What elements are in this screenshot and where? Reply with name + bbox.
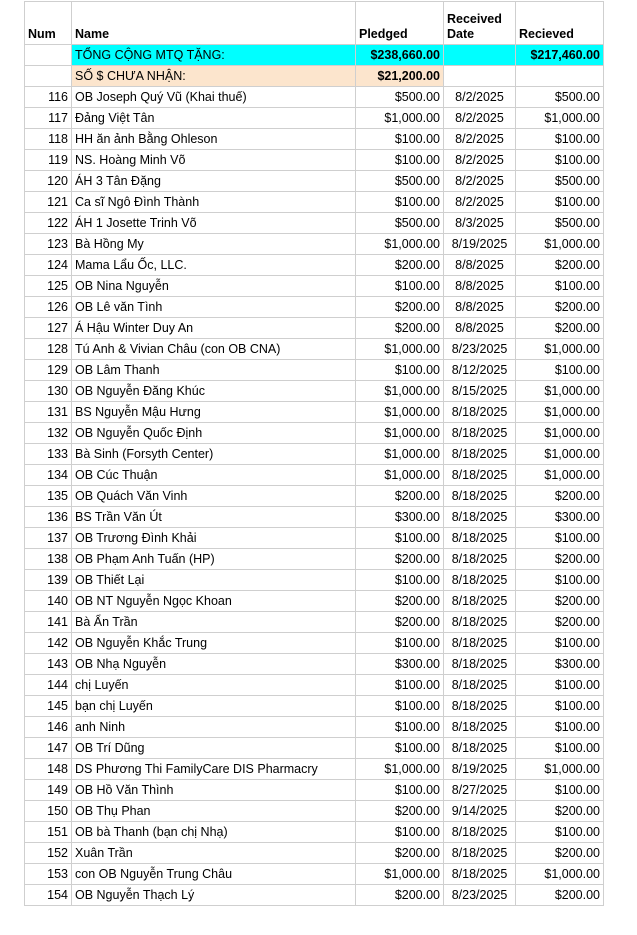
cell-pledged[interactable]: $100.00 — [356, 528, 444, 549]
cell-pledged[interactable]: $1,000.00 — [356, 108, 444, 129]
cell-received-date[interactable]: 8/18/2025 — [444, 402, 516, 423]
cell-num[interactable]: 121 — [25, 192, 72, 213]
cell-received[interactable]: $100.00 — [516, 528, 604, 549]
cell-received[interactable]: $500.00 — [516, 213, 604, 234]
cell-num[interactable]: 135 — [25, 486, 72, 507]
cell-received-date[interactable]: 8/18/2025 — [444, 591, 516, 612]
cell-name[interactable]: con OB Nguyễn Trung Châu — [72, 864, 356, 885]
cell-name[interactable]: OB bà Thanh (bạn chị Nhạ) — [72, 822, 356, 843]
cell-received[interactable]: $300.00 — [516, 654, 604, 675]
cell-received-date[interactable]: 8/18/2025 — [444, 570, 516, 591]
cell-received-date[interactable]: 8/3/2025 — [444, 213, 516, 234]
cell-num[interactable]: 118 — [25, 129, 72, 150]
cell-num[interactable]: 152 — [25, 843, 72, 864]
cell-pledged[interactable]: $200.00 — [356, 801, 444, 822]
cell-name[interactable]: OB Nguyễn Thạch Lý — [72, 885, 356, 906]
cell-num[interactable]: 125 — [25, 276, 72, 297]
cell-received[interactable]: $100.00 — [516, 192, 604, 213]
cell-received-date[interactable]: 8/2/2025 — [444, 87, 516, 108]
cell-received[interactable]: $200.00 — [516, 297, 604, 318]
table-row — [25, 549, 604, 570]
table-row — [25, 297, 604, 318]
cell-received-date[interactable]: 9/14/2025 — [444, 801, 516, 822]
table-row — [25, 192, 604, 213]
cell-received-date[interactable]: 8/18/2025 — [444, 444, 516, 465]
cell-name[interactable]: OB Cúc Thuận — [72, 465, 356, 486]
table-row — [25, 486, 604, 507]
cell-num[interactable]: 153 — [25, 864, 72, 885]
cell-num[interactable]: 123 — [25, 234, 72, 255]
cell-received[interactable]: $200.00 — [516, 801, 604, 822]
cell-received-date[interactable]: 8/8/2025 — [444, 297, 516, 318]
cell-received[interactable]: $200.00 — [516, 591, 604, 612]
cell-name[interactable]: ÁH 1 Josette Trinh Võ — [72, 213, 356, 234]
cell-pledged[interactable]: $100.00 — [356, 696, 444, 717]
cell-name[interactable]: chị Luyến — [72, 675, 356, 696]
cell-pledged[interactable]: $100.00 — [356, 780, 444, 801]
cell-name[interactable]: BS Trần Văn Út — [72, 507, 356, 528]
cell-received[interactable]: $1,000.00 — [516, 864, 604, 885]
cell-num[interactable]: 140 — [25, 591, 72, 612]
cell-pledged[interactable]: $1,000.00 — [356, 423, 444, 444]
cell-pledged[interactable]: $100.00 — [356, 570, 444, 591]
cell-received[interactable]: $300.00 — [516, 507, 604, 528]
cell-received[interactable]: $1,000.00 — [516, 465, 604, 486]
table-row — [25, 780, 604, 801]
cell-received[interactable]: $1,000.00 — [516, 444, 604, 465]
cell-num[interactable]: 117 — [25, 108, 72, 129]
cell-received-date[interactable]: 8/8/2025 — [444, 276, 516, 297]
cell-name[interactable]: OB Nguyễn Khắc Trung — [72, 633, 356, 654]
cell-received-date[interactable]: 8/2/2025 — [444, 192, 516, 213]
table-row — [25, 444, 604, 465]
table-row — [25, 360, 604, 381]
cell-received[interactable]: $100.00 — [516, 150, 604, 171]
cell-received-date[interactable]: 8/2/2025 — [444, 129, 516, 150]
cell-received[interactable]: $100.00 — [516, 822, 604, 843]
outstanding-received-cell[interactable] — [516, 66, 604, 87]
cell-received-date[interactable]: 8/27/2025 — [444, 780, 516, 801]
cell-received-date[interactable]: 8/18/2025 — [444, 423, 516, 444]
cell-pledged[interactable]: $1,000.00 — [356, 234, 444, 255]
table-row — [25, 276, 604, 297]
cell-name[interactable]: OB Lâm Thanh — [72, 360, 356, 381]
cell-received[interactable]: $200.00 — [516, 843, 604, 864]
total-row — [25, 45, 604, 66]
cell-num[interactable]: 148 — [25, 759, 72, 780]
cell-received-date[interactable]: 8/18/2025 — [444, 612, 516, 633]
cell-name[interactable]: OB Hồ Văn Thình — [72, 780, 356, 801]
table-row — [25, 675, 604, 696]
outstanding-num-cell[interactable] — [25, 66, 72, 87]
cell-received[interactable]: $200.00 — [516, 885, 604, 906]
cell-name[interactable]: Bà Sinh (Forsyth Center) — [72, 444, 356, 465]
cell-num[interactable]: 144 — [25, 675, 72, 696]
cell-pledged[interactable]: $500.00 — [356, 213, 444, 234]
cell-received-date[interactable]: 8/19/2025 — [444, 759, 516, 780]
cell-pledged[interactable]: $200.00 — [356, 255, 444, 276]
cell-received[interactable]: $200.00 — [516, 612, 604, 633]
header-received-date-line2: Date — [447, 27, 475, 41]
cell-received-date[interactable]: 8/23/2025 — [444, 339, 516, 360]
cell-num[interactable]: 131 — [25, 402, 72, 423]
cell-num[interactable]: 136 — [25, 507, 72, 528]
cell-num[interactable]: 147 — [25, 738, 72, 759]
table-row — [25, 528, 604, 549]
cell-pledged[interactable]: $1,000.00 — [356, 465, 444, 486]
table-row — [25, 885, 604, 906]
cell-received-date[interactable]: 8/18/2025 — [444, 654, 516, 675]
donation-table — [24, 1, 604, 906]
header-recieved[interactable]: Recieved — [516, 2, 604, 45]
cell-received-date[interactable]: 8/15/2025 — [444, 381, 516, 402]
cell-name[interactable]: OB NT Nguyễn Ngọc Khoan — [72, 591, 356, 612]
cell-pledged[interactable]: $200.00 — [356, 318, 444, 339]
cell-received[interactable]: $200.00 — [516, 255, 604, 276]
cell-pledged[interactable]: $300.00 — [356, 654, 444, 675]
cell-received-date[interactable]: 8/8/2025 — [444, 255, 516, 276]
cell-name[interactable]: anh Ninh — [72, 717, 356, 738]
cell-received[interactable]: $1,000.00 — [516, 234, 604, 255]
cell-pledged[interactable]: $1,000.00 — [356, 339, 444, 360]
cell-received-date[interactable]: 8/18/2025 — [444, 738, 516, 759]
table-row — [25, 717, 604, 738]
cell-name[interactable]: bạn chị Luyến — [72, 696, 356, 717]
table-row — [25, 108, 604, 129]
cell-pledged[interactable]: $200.00 — [356, 843, 444, 864]
total-received[interactable]: $217,460.00 — [516, 45, 604, 66]
cell-received-date[interactable]: 8/18/2025 — [444, 486, 516, 507]
cell-received[interactable]: $100.00 — [516, 276, 604, 297]
cell-received[interactable]: $1,000.00 — [516, 759, 604, 780]
table-row — [25, 507, 604, 528]
cell-num[interactable]: 133 — [25, 444, 72, 465]
cell-received-date[interactable]: 8/23/2025 — [444, 885, 516, 906]
cell-pledged[interactable]: $1,000.00 — [356, 402, 444, 423]
cell-num[interactable]: 129 — [25, 360, 72, 381]
cell-received[interactable]: $100.00 — [516, 675, 604, 696]
table-row — [25, 822, 604, 843]
cell-num[interactable]: 126 — [25, 297, 72, 318]
cell-pledged[interactable]: $100.00 — [356, 360, 444, 381]
cell-num[interactable]: 143 — [25, 654, 72, 675]
cell-received[interactable]: $100.00 — [516, 570, 604, 591]
cell-name[interactable]: OB Phạm Anh Tuấn (HP) — [72, 549, 356, 570]
cell-num[interactable]: 122 — [25, 213, 72, 234]
cell-received[interactable]: $100.00 — [516, 738, 604, 759]
cell-name[interactable]: OB Thiết Lại — [72, 570, 356, 591]
cell-name[interactable]: OB Thụ Phan — [72, 801, 356, 822]
cell-received-date[interactable]: 8/18/2025 — [444, 864, 516, 885]
cell-num[interactable]: 145 — [25, 696, 72, 717]
cell-received[interactable]: $1,000.00 — [516, 381, 604, 402]
cell-pledged[interactable]: $1,000.00 — [356, 864, 444, 885]
cell-num[interactable]: 150 — [25, 801, 72, 822]
outstanding-date-cell[interactable] — [444, 66, 516, 87]
cell-pledged[interactable]: $300.00 — [356, 507, 444, 528]
header-received-date-line1: Received — [447, 12, 502, 26]
table-row — [25, 843, 604, 864]
cell-num[interactable]: 142 — [25, 633, 72, 654]
cell-num[interactable]: 151 — [25, 822, 72, 843]
cell-received-date[interactable]: 8/18/2025 — [444, 717, 516, 738]
cell-received[interactable]: $100.00 — [516, 360, 604, 381]
cell-pledged[interactable]: $200.00 — [356, 486, 444, 507]
header-received-date[interactable] — [444, 2, 516, 45]
cell-received[interactable]: $100.00 — [516, 717, 604, 738]
cell-received-date[interactable]: 8/18/2025 — [444, 465, 516, 486]
table-row — [25, 129, 604, 150]
outstanding-label[interactable]: SỐ $ CHƯA NHẬN: — [72, 66, 356, 87]
cell-received[interactable]: $1,000.00 — [516, 108, 604, 129]
cell-num[interactable]: 134 — [25, 465, 72, 486]
table-row — [25, 654, 604, 675]
cell-pledged[interactable]: $100.00 — [356, 717, 444, 738]
cell-num[interactable]: 137 — [25, 528, 72, 549]
cell-received[interactable]: $500.00 — [516, 171, 604, 192]
cell-name[interactable]: Bà Ẩn Trần — [72, 612, 356, 633]
header-name[interactable]: Name — [72, 2, 356, 45]
cell-received[interactable]: $1,000.00 — [516, 339, 604, 360]
table-row — [25, 339, 604, 360]
cell-received-date[interactable]: 8/18/2025 — [444, 549, 516, 570]
table-row — [25, 633, 604, 654]
cell-received-date[interactable]: 8/18/2025 — [444, 675, 516, 696]
cell-num[interactable]: 132 — [25, 423, 72, 444]
cell-num[interactable]: 149 — [25, 780, 72, 801]
cell-name[interactable]: Á Hậu Winter Duy An — [72, 318, 356, 339]
table-row — [25, 696, 604, 717]
cell-received[interactable]: $1,000.00 — [516, 402, 604, 423]
cell-received-date[interactable]: 8/12/2025 — [444, 360, 516, 381]
header-num[interactable]: Num — [25, 2, 72, 45]
table-row — [25, 801, 604, 822]
cell-pledged[interactable]: $100.00 — [356, 192, 444, 213]
cell-name[interactable]: Tú Anh & Vivian Châu (con OB CNA) — [72, 339, 356, 360]
cell-num[interactable]: 138 — [25, 549, 72, 570]
cell-name[interactable]: OB Nina Nguyễn — [72, 276, 356, 297]
cell-pledged[interactable]: $100.00 — [356, 276, 444, 297]
cell-name[interactable]: OB Joseph Quý Vũ (Khai thuế) — [72, 87, 356, 108]
cell-pledged[interactable]: $100.00 — [356, 738, 444, 759]
table-row — [25, 864, 604, 885]
table-row — [25, 381, 604, 402]
outstanding-row — [25, 66, 604, 87]
total-pledged[interactable]: $238,660.00 — [356, 45, 444, 66]
table-row — [25, 738, 604, 759]
cell-name[interactable]: BS Nguyễn Mậu Hưng — [72, 402, 356, 423]
cell-pledged[interactable]: $200.00 — [356, 297, 444, 318]
cell-name[interactable]: NS. Hoàng Minh Võ — [72, 150, 356, 171]
cell-pledged[interactable]: $100.00 — [356, 822, 444, 843]
table-row — [25, 402, 604, 423]
table-row — [25, 465, 604, 486]
table-row — [25, 612, 604, 633]
cell-received-date[interactable]: 8/18/2025 — [444, 633, 516, 654]
table-row — [25, 423, 604, 444]
cell-num[interactable]: 127 — [25, 318, 72, 339]
table-row — [25, 213, 604, 234]
cell-received-date[interactable]: 8/18/2025 — [444, 507, 516, 528]
header-pledged[interactable]: Pledged — [356, 2, 444, 45]
cell-pledged[interactable]: $200.00 — [356, 549, 444, 570]
cell-name[interactable]: OB Trí Dũng — [72, 738, 356, 759]
cell-pledged[interactable]: $100.00 — [356, 675, 444, 696]
cell-received[interactable]: $100.00 — [516, 696, 604, 717]
cell-pledged[interactable]: $500.00 — [356, 87, 444, 108]
cell-received-date[interactable]: 8/2/2025 — [444, 171, 516, 192]
cell-received-date[interactable]: 8/18/2025 — [444, 822, 516, 843]
cell-num[interactable]: 128 — [25, 339, 72, 360]
table-row — [25, 759, 604, 780]
cell-num[interactable]: 154 — [25, 885, 72, 906]
cell-received[interactable]: $100.00 — [516, 129, 604, 150]
cell-received[interactable]: $100.00 — [516, 780, 604, 801]
cell-pledged[interactable]: $100.00 — [356, 150, 444, 171]
cell-num[interactable]: 130 — [25, 381, 72, 402]
outstanding-amount[interactable]: $21,200.00 — [356, 66, 444, 87]
cell-pledged[interactable]: $200.00 — [356, 612, 444, 633]
cell-received-date[interactable]: 8/2/2025 — [444, 150, 516, 171]
cell-name[interactable]: OB Trương Đình Khải — [72, 528, 356, 549]
table-row — [25, 150, 604, 171]
cell-received[interactable]: $200.00 — [516, 549, 604, 570]
cell-pledged[interactable]: $200.00 — [356, 591, 444, 612]
cell-name[interactable]: OB Nguyễn Quốc Định — [72, 423, 356, 444]
cell-name[interactable]: ÁH 3 Tân Đặng — [72, 171, 356, 192]
cell-num[interactable]: 119 — [25, 150, 72, 171]
cell-pledged[interactable]: $500.00 — [356, 171, 444, 192]
table-row — [25, 570, 604, 591]
cell-received-date[interactable]: 8/19/2025 — [444, 234, 516, 255]
table-row — [25, 171, 604, 192]
cell-received-date[interactable]: 8/18/2025 — [444, 843, 516, 864]
total-label[interactable]: TỔNG CỘNG MTQ TẶNG: — [72, 45, 356, 66]
table-row — [25, 255, 604, 276]
header-row — [25, 2, 604, 45]
table-row — [25, 234, 604, 255]
cell-name[interactable]: OB Quách Văn Vinh — [72, 486, 356, 507]
cell-pledged[interactable]: $100.00 — [356, 633, 444, 654]
cell-name[interactable]: Ca sĩ Ngô Đình Thành — [72, 192, 356, 213]
cell-received[interactable]: $500.00 — [516, 87, 604, 108]
cell-name[interactable]: OB Nhạ Nguyễn — [72, 654, 356, 675]
cell-received[interactable]: $200.00 — [516, 486, 604, 507]
cell-name[interactable]: Đảng Việt Tân — [72, 108, 356, 129]
cell-received-date[interactable]: 8/18/2025 — [444, 528, 516, 549]
cell-received-date[interactable]: 8/8/2025 — [444, 318, 516, 339]
cell-num[interactable]: 139 — [25, 570, 72, 591]
cell-num[interactable]: 116 — [25, 87, 72, 108]
total-num-cell[interactable] — [25, 45, 72, 66]
cell-received[interactable]: $100.00 — [516, 633, 604, 654]
cell-name[interactable]: Bà Hồng My — [72, 234, 356, 255]
table-row — [25, 591, 604, 612]
cell-num[interactable]: 120 — [25, 171, 72, 192]
cell-name[interactable]: OB Nguyễn Đăng Khúc — [72, 381, 356, 402]
cell-pledged[interactable]: $1,000.00 — [356, 444, 444, 465]
cell-num[interactable]: 146 — [25, 717, 72, 738]
table-row — [25, 318, 604, 339]
table-row — [25, 87, 604, 108]
cell-pledged[interactable]: $100.00 — [356, 129, 444, 150]
cell-num[interactable]: 124 — [25, 255, 72, 276]
cell-name[interactable]: DS Phương Thi FamilyCare DIS Pharmacry — [72, 759, 356, 780]
total-date-cell[interactable] — [444, 45, 516, 66]
cell-received-date[interactable]: 8/18/2025 — [444, 696, 516, 717]
cell-pledged[interactable]: $200.00 — [356, 885, 444, 906]
cell-received-date[interactable]: 8/2/2025 — [444, 108, 516, 129]
cell-received[interactable]: $1,000.00 — [516, 423, 604, 444]
cell-num[interactable]: 141 — [25, 612, 72, 633]
cell-pledged[interactable]: $1,000.00 — [356, 759, 444, 780]
cell-name[interactable]: Xuân Trần — [72, 843, 356, 864]
cell-received[interactable]: $200.00 — [516, 318, 604, 339]
cell-name[interactable]: OB Lê văn Tình — [72, 297, 356, 318]
cell-pledged[interactable]: $1,000.00 — [356, 381, 444, 402]
cell-name[interactable]: Mama Lẩu Ốc, LLC. — [72, 255, 356, 276]
cell-name[interactable]: HH ăn ảnh Bằng Ohleson — [72, 129, 356, 150]
